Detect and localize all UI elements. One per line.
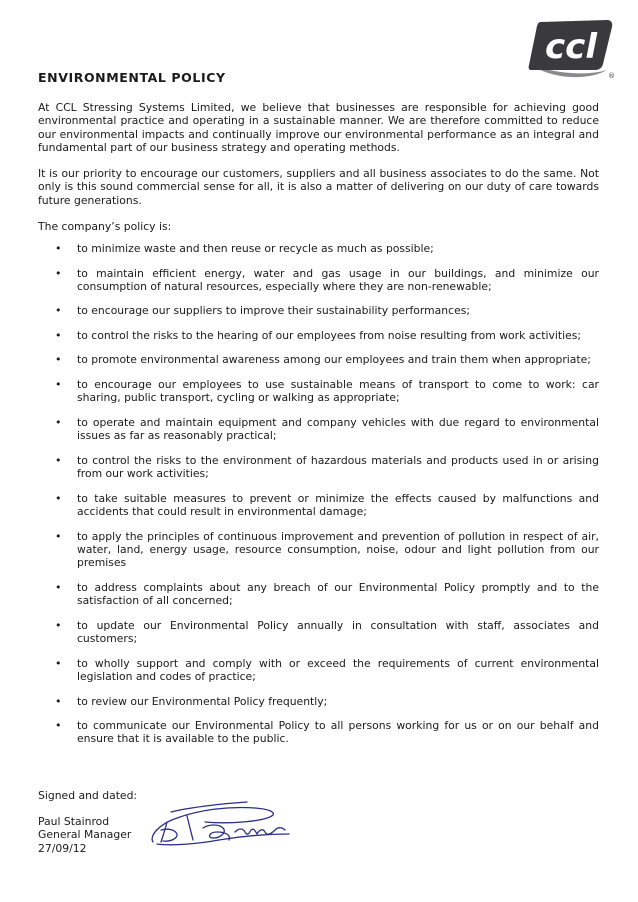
ccl-logo [527, 14, 615, 82]
policy-item: • to control the risks to the hearing of our employees from noise resulting from work activities; [38, 329, 599, 342]
policy-intro: The company’s policy is: [38, 220, 172, 233]
signer-name: Paul Stainrod [38, 815, 110, 828]
policy-item: • to communicate our Environmental Policy to all persons working for us or on our behalf and ensure that it is available to the public. [38, 719, 599, 746]
policy-item: • to promote environmental awareness among our employees and train them when appropriate; [38, 353, 599, 366]
policy-item: • to review our Environmental Policy frequently; [38, 695, 599, 708]
logo-registered-mark: ® [608, 72, 615, 80]
policy-item: • to take suitable measures to prevent or minimize the effects caused by malfunctions and accidents that could result in environmental damage; [38, 492, 599, 519]
policy-item: • to update our Environmental Policy annually in consultation with staff, associates and customers; [38, 619, 599, 646]
signer-block [38, 815, 131, 855]
policy-item: • to address complaints about any breach of our Environmental Policy promptly and to the satisfaction of all concerned; [38, 581, 599, 608]
signer-date: 27/09/12 [38, 841, 87, 855]
policy-item: • to maintain efficient energy, water and gas usage in our buildings, and minimize our consumption of natural resources, especially where they are non-renewable; [38, 267, 599, 294]
page-title: ENVIRONMENTAL POLICY [38, 70, 226, 85]
policy-item: • to control the risks to the environment of hazardous materials and products used in or arising from our work activities; [38, 454, 599, 481]
policy-item: • to encourage our employees to use sustainable means of transport to come to work: car sharing, public transport, cycling or walking as appropriate; [38, 378, 599, 405]
policy-item: • to wholly support and comply with or exceed the requirements of current environmental legislation and codes of practice; [38, 657, 599, 684]
policy-item: • to operate and maintain equipment and company vehicles with due regard to environmental issues as far as reasonably practical; [38, 416, 599, 443]
policy-item: • to encourage our suppliers to improve their sustainability performances; [38, 304, 599, 317]
policy-list [38, 242, 599, 757]
intro-paragraph-2: It is our priority to encourage our customers, suppliers and all business associates to do the same. Not only is this sound commercial sense for all, it is also a matter of delivering on our duty of care towards future generations. [38, 167, 599, 207]
signed-label: Signed and dated: [38, 789, 138, 802]
policy-item: • to apply the principles of continuous improvement and prevention of pollution in respect of air, water, land, energy usage, resource consumption, noise, odour and light pollution from our premises [38, 530, 599, 570]
logo-text: ccl [545, 27, 597, 67]
handwritten-signature [147, 798, 297, 850]
intro-paragraph-1: At CCL Stressing Systems Limited, we believe that businesses are responsible for achieving good environmental practice and operating in a sustainable manner. We are therefore committed to reduce our environmental impacts and continually improve our environmental performance as an integral and fundamental part of our business strategy and operating methods. [38, 101, 599, 155]
policy-item: • to minimize waste and then reuse or recycle as much as possible; [38, 242, 599, 255]
signer-role: General Manager [38, 828, 132, 842]
